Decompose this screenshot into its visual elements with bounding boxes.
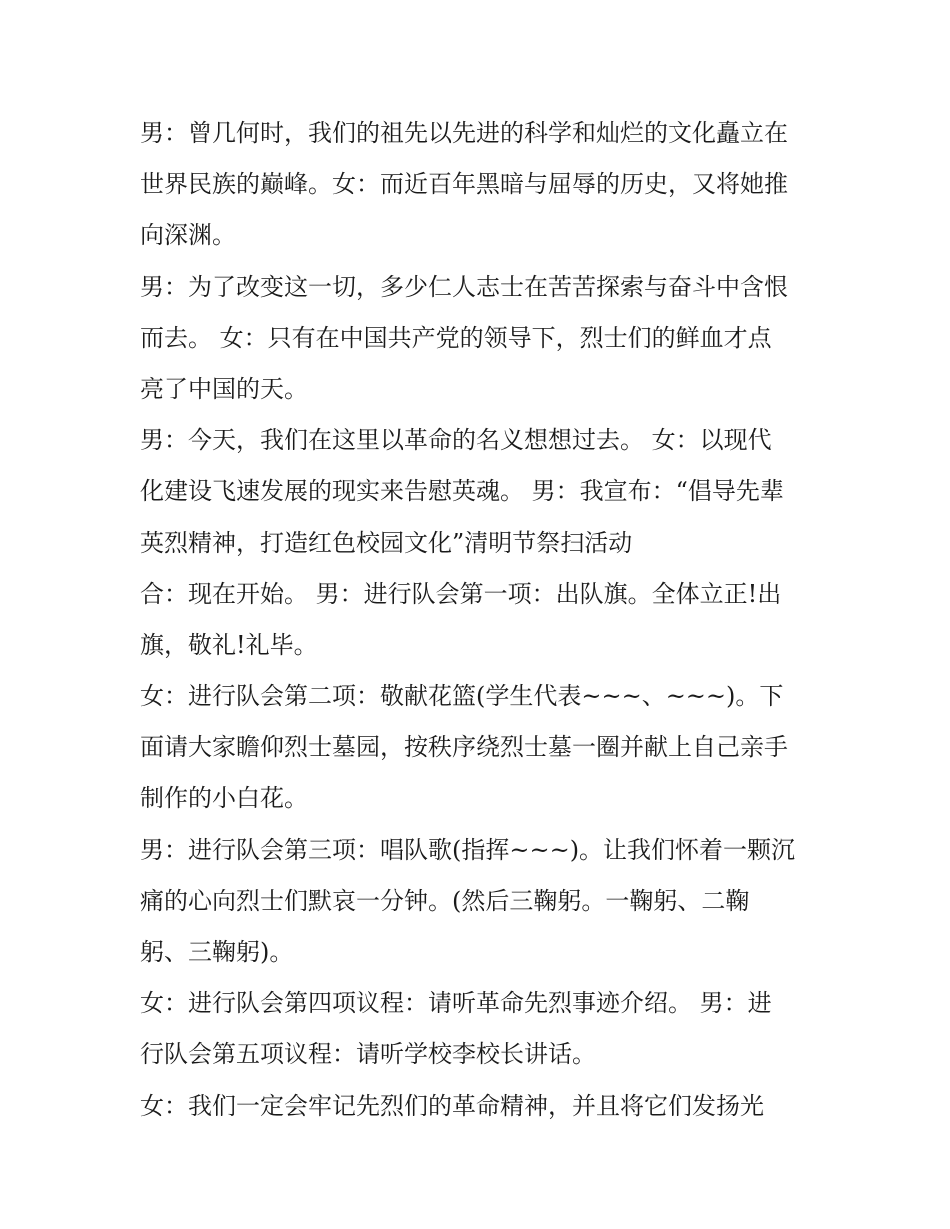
text-line: 面请大家瞻仰烈士墓园，按秩序绕烈士墓一圈并献上自己亲手 [140, 733, 788, 762]
text-line: 化建设飞速发展的现实来告慰英魂。 男：我宣布：“倡导先辈 [140, 477, 784, 506]
text-line: 女：进行队会第二项：敬献花篮(学生代表~~~、~~~)。下 [140, 682, 784, 711]
text-line: 而去。 女：只有在中国共产党的领导下，烈士们的鲜血才点 [140, 323, 772, 352]
text-line: 男：曾几何时，我们的祖先以先进的科学和灿烂的文化矗立在 [140, 119, 788, 147]
text-line: 亮了中国的天。 [140, 374, 308, 403]
text-line: 向深渊。 [140, 221, 236, 250]
text-line: 女：我们一定会牢记先烈们的革命精神，并且将它们发扬光 [140, 1091, 764, 1120]
text-line: 痛的心向烈士们默哀一分钟。(然后三鞠躬。一鞠躬、二鞠 [140, 886, 750, 915]
text-line: 男：进行队会第三项：唱队歌(指挥~~~)。让我们怀着一颗沉 [140, 835, 796, 864]
text-line: 旗，敬礼!礼毕。 [140, 630, 318, 659]
text-line: 英烈精神，打造红色校园文化”清明节祭扫活动 [140, 528, 633, 557]
text-line: 合：现在开始。 男：进行队会第一项：出队旗。全体立正!出 [140, 579, 782, 608]
document-body [140, 108, 830, 1132]
text-line: 制作的小白花。 [140, 784, 308, 813]
text-line: 女：进行队会第四项议程：请听革命先烈事迹介绍。 男：进 [140, 989, 772, 1018]
text-line: 世界民族的巅峰。女：而近百年黑暗与屈辱的历史，又将她推 [140, 170, 788, 199]
text-line: 行队会第五项议程：请听学校李校长讲话。 [140, 1040, 596, 1069]
text-line: 躬、三鞠躬)。 [140, 938, 294, 966]
text-line: 男：今天，我们在这里以革命的名义想想过去。 女：以现代 [140, 426, 772, 455]
text-line: 男：为了改变这一切，多少仁人志士在苦苦探索与奋斗中含恨 [140, 272, 788, 301]
